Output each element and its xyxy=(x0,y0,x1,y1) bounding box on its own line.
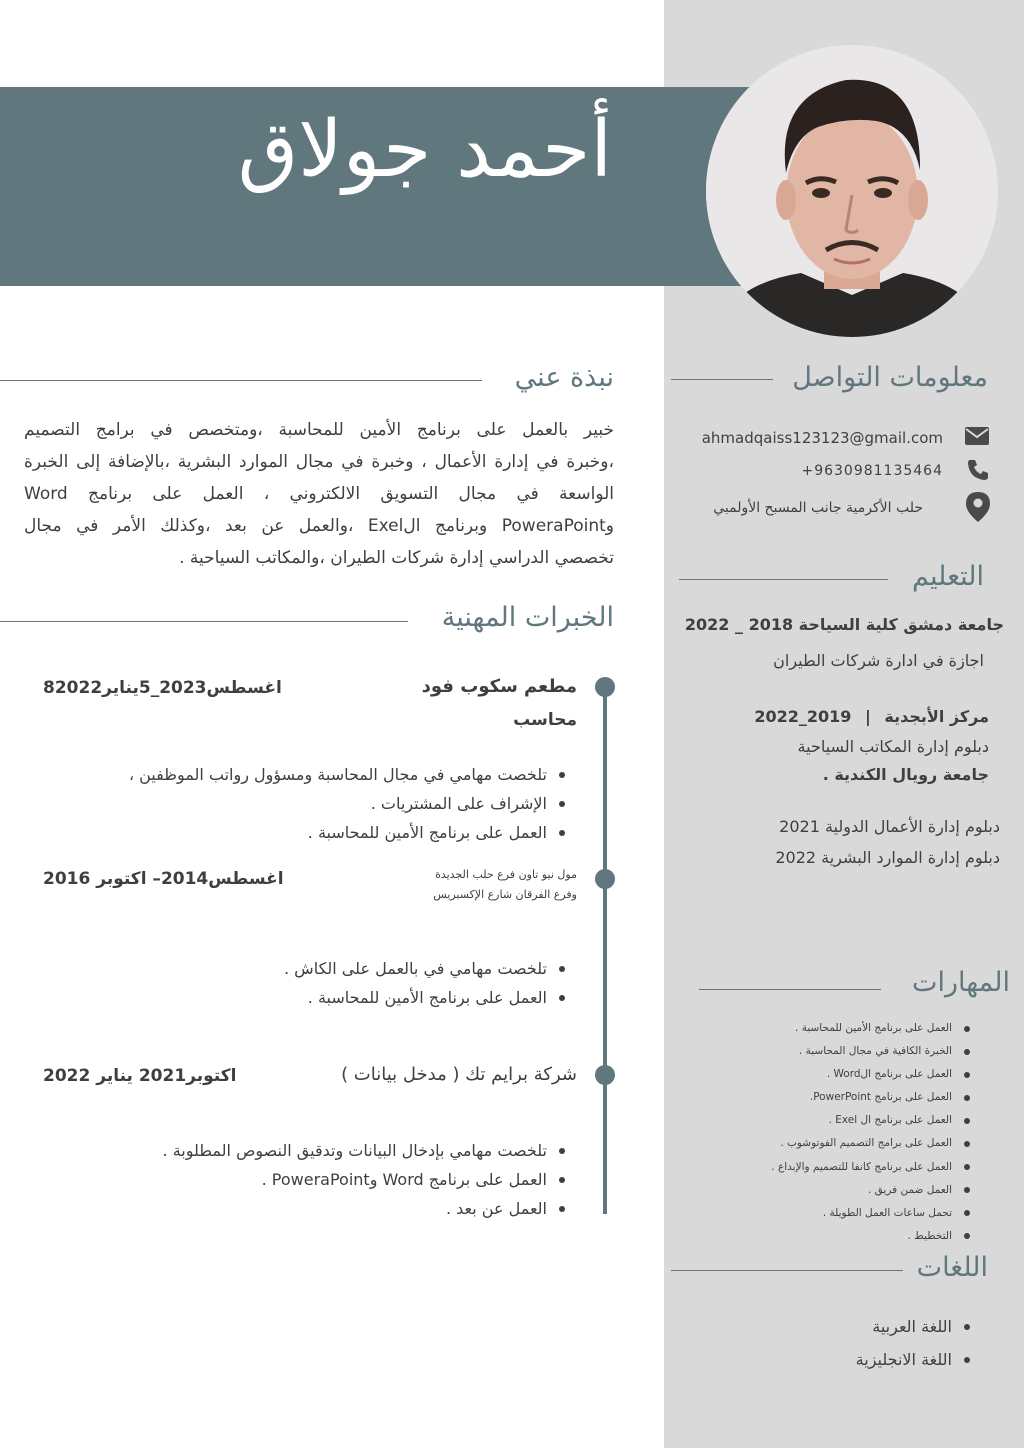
education-heading: التعليم xyxy=(912,561,984,592)
list-item: تلخصت مهامي بإدخال البيانات وتدقيق النصوص المطلوبة . xyxy=(163,1136,569,1165)
job-dates: 8اغسطس2023_5يناير2022 xyxy=(43,678,282,698)
timeline-dot xyxy=(595,869,615,889)
list-item: العمل على برنامج كانفا للتصميم والإبداع . xyxy=(771,1156,974,1179)
job-company: شركة برايم تك ( مدخل بيانات ) xyxy=(341,1064,577,1085)
contact-heading: معلومات التواصل xyxy=(792,362,988,393)
education-diploma: دبلوم إدارة الموارد البشرية 2022 xyxy=(775,848,1000,867)
list-item: العمل على برنامج PowerPoint. xyxy=(771,1086,974,1109)
separator: | xyxy=(865,707,871,726)
job-dates: اغسطس2014– اكتوبر 2016 xyxy=(43,869,284,889)
list-item: العمل على برنامج الأمين للمحاسبة . xyxy=(284,983,569,1012)
list-item: العمل على برنامج الأمين للمحاسبة . xyxy=(771,1017,974,1040)
contact-divider xyxy=(671,379,773,380)
experience-heading: الخبرات المهنية xyxy=(441,602,614,633)
timeline-dot xyxy=(595,1065,615,1085)
contact-address: حلب الأكرمية جانب المسبح الأولمبي xyxy=(713,500,923,516)
languages-list xyxy=(856,1310,974,1376)
list-item: العمل على برنامج Word وPoweraPoint . xyxy=(163,1165,569,1194)
education-institute: مركز الأبجدية xyxy=(884,707,989,726)
about-heading: نبذة عني xyxy=(514,362,614,393)
about-line: الواسعة في مجال التسويق الالكتروني ، العمل على برنامج Word xyxy=(24,484,614,504)
education-title xyxy=(754,707,989,726)
about-line: وPoweraPoint وبرنامج الExel ،والعمل عن بعد ،وكذلك الأمر في مجال xyxy=(24,516,614,536)
list-item: العمل على برامج التصميم الفوتوشوب . xyxy=(771,1132,974,1155)
languages-heading: اللغات xyxy=(916,1252,988,1283)
list-item: العمل على برنامج الWord . xyxy=(771,1063,974,1086)
education-subtitle: اجازة في ادارة شركات الطيران xyxy=(773,651,984,670)
job-company: مطعم سكوب فود xyxy=(421,676,577,697)
about-text xyxy=(24,414,614,574)
job-dates: اكتوبر2021 يناير 2022 xyxy=(43,1066,237,1086)
list-item: اللغة الانجليزية xyxy=(856,1343,974,1376)
job-tasks xyxy=(163,1136,569,1223)
education-subtitle: جامعة رويال الكندية . xyxy=(822,765,989,784)
phone-icon xyxy=(966,458,990,482)
skills-list xyxy=(771,1017,974,1248)
skills-divider xyxy=(699,989,881,990)
company-line: وفرع الفرقان شارع الإكسبريس xyxy=(433,888,577,901)
education-subtitle: دبلوم إدارة المكاتب السياحية xyxy=(797,737,989,756)
list-item: العمل على برنامج الأمين للمحاسبة . xyxy=(129,818,569,847)
timeline-dot xyxy=(595,677,615,697)
list-item: العمل عن بعد . xyxy=(163,1194,569,1223)
envelope-icon xyxy=(965,427,989,445)
list-item: العمل ضمن فريق . xyxy=(771,1179,974,1202)
about-line: خبير بالعمل على برنامج الأمين للمحاسبة ،ومتخصص في برامج التصميم xyxy=(24,420,614,440)
list-item: تلخصت مهامي في مجال المحاسبة ومسؤول رواتب الموظفين ، xyxy=(129,760,569,789)
list-item: تلخصت مهامي في بالعمل على الكاش . xyxy=(284,954,569,983)
skills-heading: المهارات xyxy=(912,967,1010,998)
contact-email: ahmadqaiss123123@gmail.com xyxy=(701,429,943,447)
languages-divider xyxy=(671,1270,903,1271)
timeline-line xyxy=(603,686,607,1214)
list-item: العمل على برنامج ال Exel . xyxy=(771,1109,974,1132)
about-line: تخصصي الدراسي إدارة شركات الطيران ،والمكاتب السياحية . xyxy=(179,548,614,568)
list-item: الإشراف على المشتريات . xyxy=(129,789,569,818)
education-divider xyxy=(679,579,888,580)
location-pin-icon xyxy=(966,492,990,522)
education-years: 2019_2022 xyxy=(754,707,852,726)
list-item: الخبرة الكافية في مجال المحاسبة . xyxy=(771,1040,974,1063)
about-divider xyxy=(0,380,482,381)
job-tasks xyxy=(129,760,569,847)
job-company xyxy=(433,865,577,905)
list-item: التخطيط . xyxy=(771,1225,974,1248)
job-tasks xyxy=(284,954,569,1012)
list-item: تحمل ساعات العمل الطويلة . xyxy=(771,1202,974,1225)
about-line: ،وخبرة في إدارة الأعمال ، وخبرة في مجال الموارد البشرية ،بالإضافة إلى الخبرة xyxy=(24,452,614,472)
experience-divider xyxy=(0,621,408,622)
job-role: محاسب xyxy=(513,710,577,730)
education-title: جامعة دمشق كلية السياحة 2018 _ 2022 xyxy=(684,615,1004,634)
education-diploma: دبلوم إدارة الأعمال الدولية 2021 xyxy=(779,817,1000,836)
company-line: مول نيو تاون فرع حلب الجديدة xyxy=(435,868,577,881)
person-name: أحمد جولاق xyxy=(237,105,612,195)
profile-photo xyxy=(706,45,998,337)
list-item: اللغة العربية xyxy=(856,1310,974,1343)
contact-phone: +9630981135464 xyxy=(801,463,943,479)
